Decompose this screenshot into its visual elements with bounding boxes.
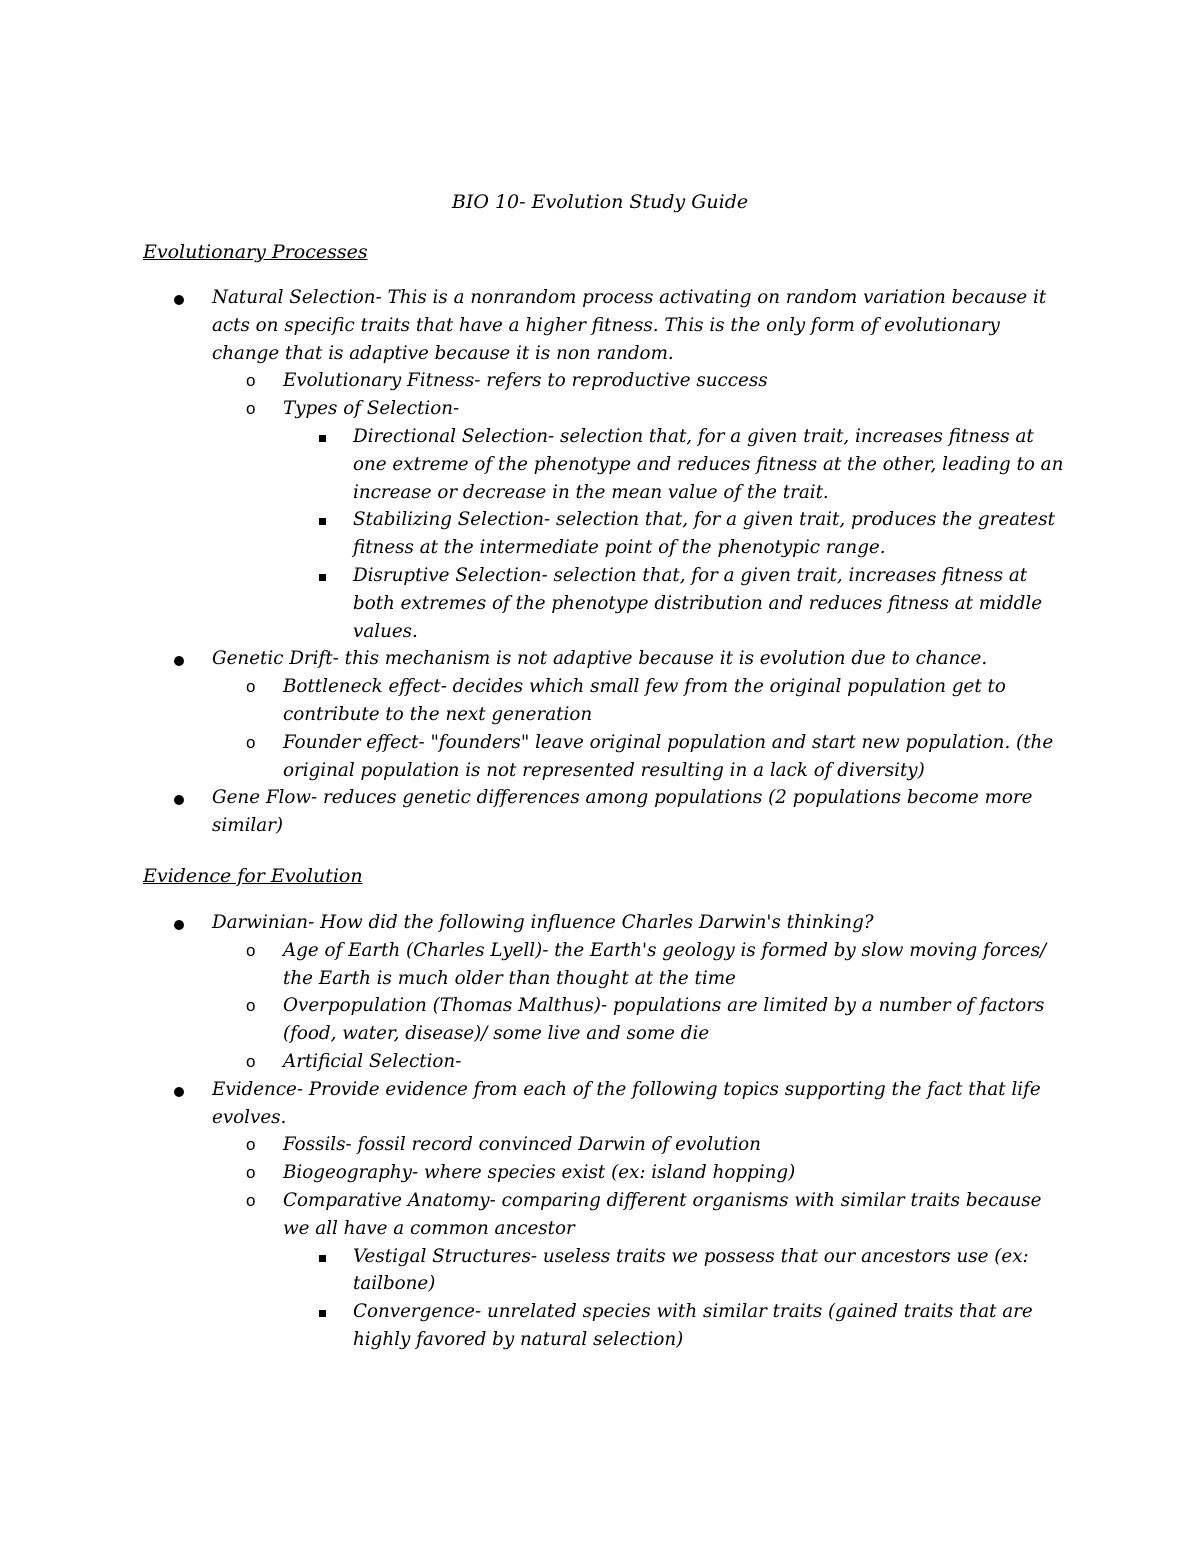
square-bullet-icon (319, 518, 326, 525)
list-item-text: Directional Selection- selection that, for a given trait, increases fitness at one extreme of the phenotype and reduces fitness at the other, leading to an increase or decrease in the mean value of the trait. (353, 425, 1064, 503)
list-item-text: Vestigal Structures- useless traits we possess that our ancestors use (ex: tailbone) (353, 1245, 1029, 1295)
list-item-text: Stabilizing Selection- selection that, for a given trait, produces the greatest fitness at the intermediate point of the phenotypic range. (353, 509, 1055, 559)
list-item (0, 367, 1060, 395)
square-bullet-icon (319, 1255, 326, 1262)
bullet-dot-icon (174, 920, 184, 930)
list-item-text: Artificial Selection- (283, 1050, 462, 1072)
list-item-text: Types of Selection- (283, 398, 460, 420)
list-item (0, 562, 1065, 645)
list-item (0, 937, 1060, 993)
hollow-circle-bullet-icon: o (246, 996, 256, 1016)
section-heading-evidence-for-evolution: Evidence for Evolution (143, 865, 363, 887)
hollow-circle-bullet-icon: o (246, 1163, 256, 1183)
square-bullet-icon (319, 435, 326, 442)
list-item-text: Overpopulation (Thomas Malthus)- populations are limited by a number of factors (food, water, disease)/ some live and some die (283, 995, 1045, 1045)
square-bullet-icon (319, 574, 326, 581)
hollow-circle-bullet-icon: o (246, 732, 256, 752)
list-item (0, 992, 1060, 1048)
list-item-text: Evolutionary Fitness- refers to reproductive success (283, 370, 768, 392)
list-item (0, 784, 1060, 840)
list-item-text: Evidence- Provide evidence from each of the following topics supporting the fact that life evolves. (212, 1078, 1041, 1128)
list-item-text: Genetic Drift- this mechanism is not adaptive because it is evolution due to chance. (212, 648, 988, 670)
list-item (0, 729, 1060, 785)
list-item (0, 909, 1060, 937)
list-item (0, 395, 1060, 423)
list-item (0, 1298, 1065, 1354)
list-item-text: Darwinian- How did the following influence Charles Darwin's thinking? (212, 912, 874, 933)
document-title: BIO 10- Evolution Study Guide (451, 191, 749, 213)
list-item (0, 284, 1060, 367)
list-item-text: Biogeography- where species exist (ex: island hopping) (283, 1162, 796, 1184)
list-item (0, 1243, 1065, 1299)
square-bullet-icon (319, 1310, 326, 1317)
list-item-text: Convergence- unrelated species with similar traits (gained traits that are highly favored by natural selection) (353, 1301, 1033, 1350)
list-item (0, 1187, 1060, 1243)
hollow-circle-bullet-icon: o (246, 1135, 256, 1155)
list-item-text: Disruptive Selection- selection that, for a given trait, increases fitness at both extremes of the phenotype distribution and reduces fitness at middle values. (353, 564, 1043, 642)
list-item (0, 673, 1060, 729)
hollow-circle-bullet-icon: o (246, 1190, 256, 1210)
bullet-dot-icon (174, 1087, 184, 1097)
hollow-circle-bullet-icon: o (246, 677, 256, 697)
list-item-text: Natural Selection- This is a nonrandom process activating on random variation because it acts on specific traits that have a higher fitness. This is the only form of evolutionary change that is adaptive because it is non random. (212, 287, 1047, 364)
hollow-circle-bullet-icon: o (246, 399, 256, 419)
list-item (0, 1159, 1060, 1187)
hollow-circle-bullet-icon: o (246, 940, 256, 960)
list-item (0, 423, 1065, 506)
list-item-text: Founder effect- "founders" leave original population and start new population. (the original population is not represented resulting in a lack of diversity) (283, 731, 1054, 781)
hollow-circle-bullet-icon: o (246, 1051, 256, 1071)
list-item-text: Bottleneck effect- decides which small few from the original population get to contribute to the next generation (283, 676, 1006, 725)
bullet-dot-icon (174, 656, 184, 666)
list-item-text: Gene Flow- reduces genetic differences among populations (2 populations become more similar) (212, 787, 1033, 837)
list-item (0, 1048, 1060, 1076)
list-item (0, 506, 1065, 562)
list-item-text: Age of Earth (Charles Lyell)- the Earth's geology is formed by slow moving forces/ the Earth is much older than thought at the time (283, 939, 1047, 989)
list-item-text: Comparative Anatomy- comparing different organisms with similar traits because we all have a common ancestor (283, 1189, 1042, 1239)
bullet-dot-icon (174, 795, 184, 805)
bullet-dot-icon (174, 295, 184, 305)
list-item (0, 645, 1060, 673)
section-list-evolutionary-processes (0, 284, 1200, 840)
section-heading-evolutionary-processes: Evolutionary Processes (143, 241, 368, 263)
list-item (0, 1076, 1060, 1132)
hollow-circle-bullet-icon: o (246, 371, 256, 391)
list-item-text: Fossils- fossil record convinced Darwin of evolution (283, 1134, 761, 1156)
section-list-evidence-for-evolution (0, 909, 1200, 1354)
list-item (0, 1131, 1060, 1159)
